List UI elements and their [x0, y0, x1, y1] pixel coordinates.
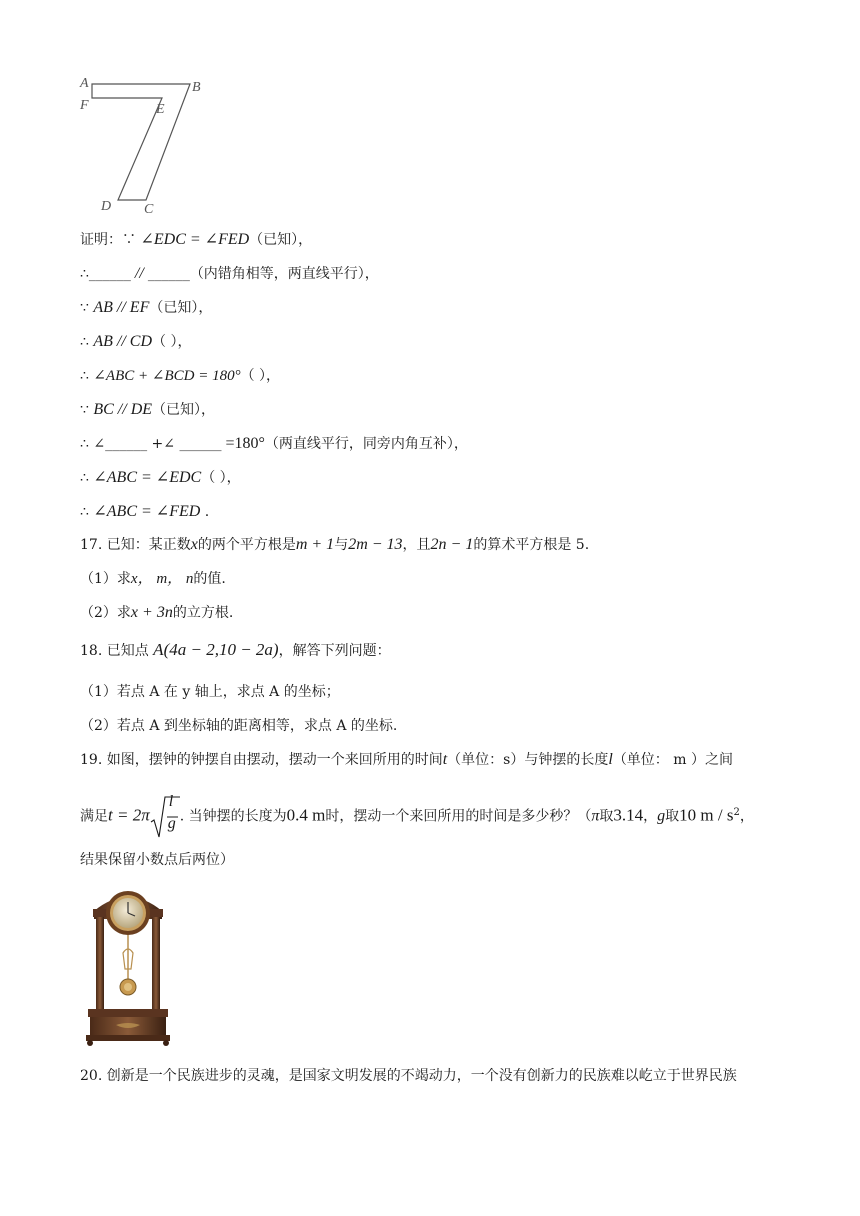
proof-l6-prefix: ∵: [80, 402, 94, 418]
proof-l1-prefix: 证明：∵: [80, 232, 141, 248]
proof-l2-blank2[interactable]: ______: [147, 266, 190, 282]
proof-l2-prefix: ∴: [80, 266, 89, 282]
proof-line-6: [80, 400, 215, 420]
proof-l6-math: BC // DE: [93, 401, 153, 418]
proof-line-7: [80, 434, 468, 454]
q19-l2-e: ，: [643, 808, 658, 825]
q17-sub2: [80, 603, 233, 623]
q17-s2-b: 的立方根.: [172, 605, 234, 621]
proof-l5-prefix: ∴: [80, 368, 94, 384]
q19-len: 0.4 m: [286, 805, 326, 825]
proof-l5-suffix[interactable]: （ ），: [240, 368, 281, 384]
q17-s2-a: （2）求: [80, 605, 131, 621]
q17-s1-a: （1）求: [80, 571, 131, 587]
proof-l2-par: //: [130, 265, 148, 282]
proof-l1-suffix: （已知），: [249, 232, 313, 248]
q19-sqrt: [150, 794, 180, 840]
proof-l7-plus: +∠: [147, 436, 180, 452]
q17-p5: 的算术平方根是 5.: [473, 537, 590, 553]
proof-line-3: [80, 298, 212, 318]
label-b: B: [192, 80, 201, 95]
q18-s1: （1）若点 A 在 y 轴上，求点 A 的坐标；: [80, 684, 340, 700]
proof-line-8: [80, 468, 241, 488]
q19-g-exp: 2: [733, 807, 740, 818]
proof-line-4: [80, 332, 191, 352]
q19-l1-c: （单位： m ）之间: [612, 752, 733, 768]
proof-l5-math: ∠ABC + ∠BCD = 180°: [93, 368, 241, 384]
q17-x: x: [190, 536, 198, 553]
q20-stem: [80, 1066, 737, 1086]
proof-l9-suffix: .: [200, 504, 210, 520]
q18-p2: ，解答下列问题：: [278, 643, 391, 659]
label-e: E: [156, 102, 165, 117]
proof-line-5: [80, 366, 280, 386]
proof-l2-blank1[interactable]: ______: [88, 266, 131, 282]
geometry-figure: [72, 72, 212, 220]
q17-sub1: [80, 569, 226, 589]
proof-line-9: [80, 502, 209, 522]
q19-frac-num: l: [168, 792, 174, 810]
q19-formula-left: t = 2π: [108, 805, 150, 825]
proof-l9-math: ∠ABC = ∠FED: [93, 503, 201, 520]
label-d: D: [101, 199, 112, 214]
q17-p1: 17. 已知：某正数: [80, 537, 191, 553]
proof-l8-suffix[interactable]: （ ），: [201, 470, 241, 486]
q17-s1-vars: x， m， n: [130, 571, 194, 587]
q17-s2-expr: x + 3n: [130, 604, 173, 621]
q20-text: 20. 创新是一个民族进步的灵魂，是国家文明发展的不竭动力，一个没有创新力的民族难以屹立于世界民族: [80, 1068, 737, 1084]
proof-l4-prefix: ∴: [80, 334, 94, 350]
proof-l8-prefix: ∴: [80, 470, 94, 486]
proof-line-1: [80, 230, 312, 250]
q19-l1-a: 19. 如图，摆钟的钟摆自由摆动，摆动一个来回所用的时间: [80, 752, 443, 768]
figure-outline: [92, 84, 190, 200]
proof-l9-prefix: ∴: [80, 504, 94, 520]
proof-l2-suffix: （内错角相等，两直线平行），: [189, 266, 379, 282]
pendulum-clock-image: [78, 885, 178, 1047]
q19-l2-c: 时，摆动一个来回所用的时间是多少秒？（: [325, 808, 592, 825]
q17-p4: ，且: [402, 537, 431, 553]
proof-l1-math: ∠EDC = ∠FED: [140, 231, 250, 248]
q19-g-val: 10 m / s: [679, 805, 734, 825]
q19-l2-f: 取: [665, 808, 680, 825]
q18-sub1: [80, 682, 340, 702]
proof-l3-suffix: （已知），: [149, 300, 213, 316]
label-c: C: [144, 202, 154, 217]
proof-l7-eq: =180°: [221, 435, 265, 452]
q19-l2-d: 取: [599, 808, 614, 825]
q17-e1: m + 1: [295, 536, 335, 553]
q19-g: g: [657, 807, 666, 825]
q19-pi: π: [591, 807, 600, 825]
proof-l8-math: ∠ABC = ∠EDC: [93, 469, 202, 486]
proof-l4-math: AB // CD: [93, 333, 153, 350]
q17-e3: 2n − 1: [430, 536, 474, 553]
q19-line-1: [80, 750, 733, 770]
proof-line-2: [80, 264, 379, 284]
q18-s2: （2）若点 A 到坐标轴的距离相等，求点 A 的坐标.: [80, 718, 398, 734]
q18-point: A: [153, 640, 164, 659]
proof-l3-math: AB // EF: [93, 299, 150, 316]
q17-p3: 与: [334, 537, 349, 553]
q19-l1-b: （单位：s）与钟摆的长度: [447, 752, 609, 768]
q18-sub2: [80, 716, 397, 736]
q19-t: t: [442, 751, 448, 768]
label-a: A: [80, 76, 89, 91]
q19-line-3: [80, 850, 234, 870]
proof-l7-blank2[interactable]: ______: [179, 436, 222, 452]
q19-l2-a: 满足: [80, 808, 108, 825]
proof-l7-suffix: （两直线平行，同旁内角互补），: [264, 436, 468, 452]
q18-p1: 18. 已知点: [80, 643, 154, 659]
q18-coords: (4a − 2,10 − 2a): [163, 640, 279, 659]
proof-l4-suffix[interactable]: （ ），: [152, 334, 192, 350]
q19-l2-g: ，: [739, 808, 754, 825]
q19-line-2: [80, 790, 754, 836]
q18-stem: [80, 640, 391, 661]
label-f: F: [80, 98, 89, 113]
proof-l3-prefix: ∵: [80, 300, 94, 316]
proof-l7-prefix: ∴ ∠: [80, 436, 106, 452]
q17-stem: [80, 535, 589, 555]
proof-l7-blank1[interactable]: ______: [105, 436, 148, 452]
q19-pi-val: 3.14: [613, 805, 644, 825]
q19-frac-den: g: [167, 814, 176, 832]
q17-s1-b: 的值.: [193, 571, 226, 587]
q19-l2-b: . 当钟摆的长度为: [179, 808, 287, 825]
q19-l: l: [608, 751, 613, 768]
q17-e2: 2m − 13: [348, 536, 403, 553]
q17-p2: 的两个平方根是: [197, 537, 296, 553]
q19-l3: 结果保留小数点后两位）: [80, 852, 234, 868]
proof-l6-suffix: （已知），: [152, 402, 216, 418]
